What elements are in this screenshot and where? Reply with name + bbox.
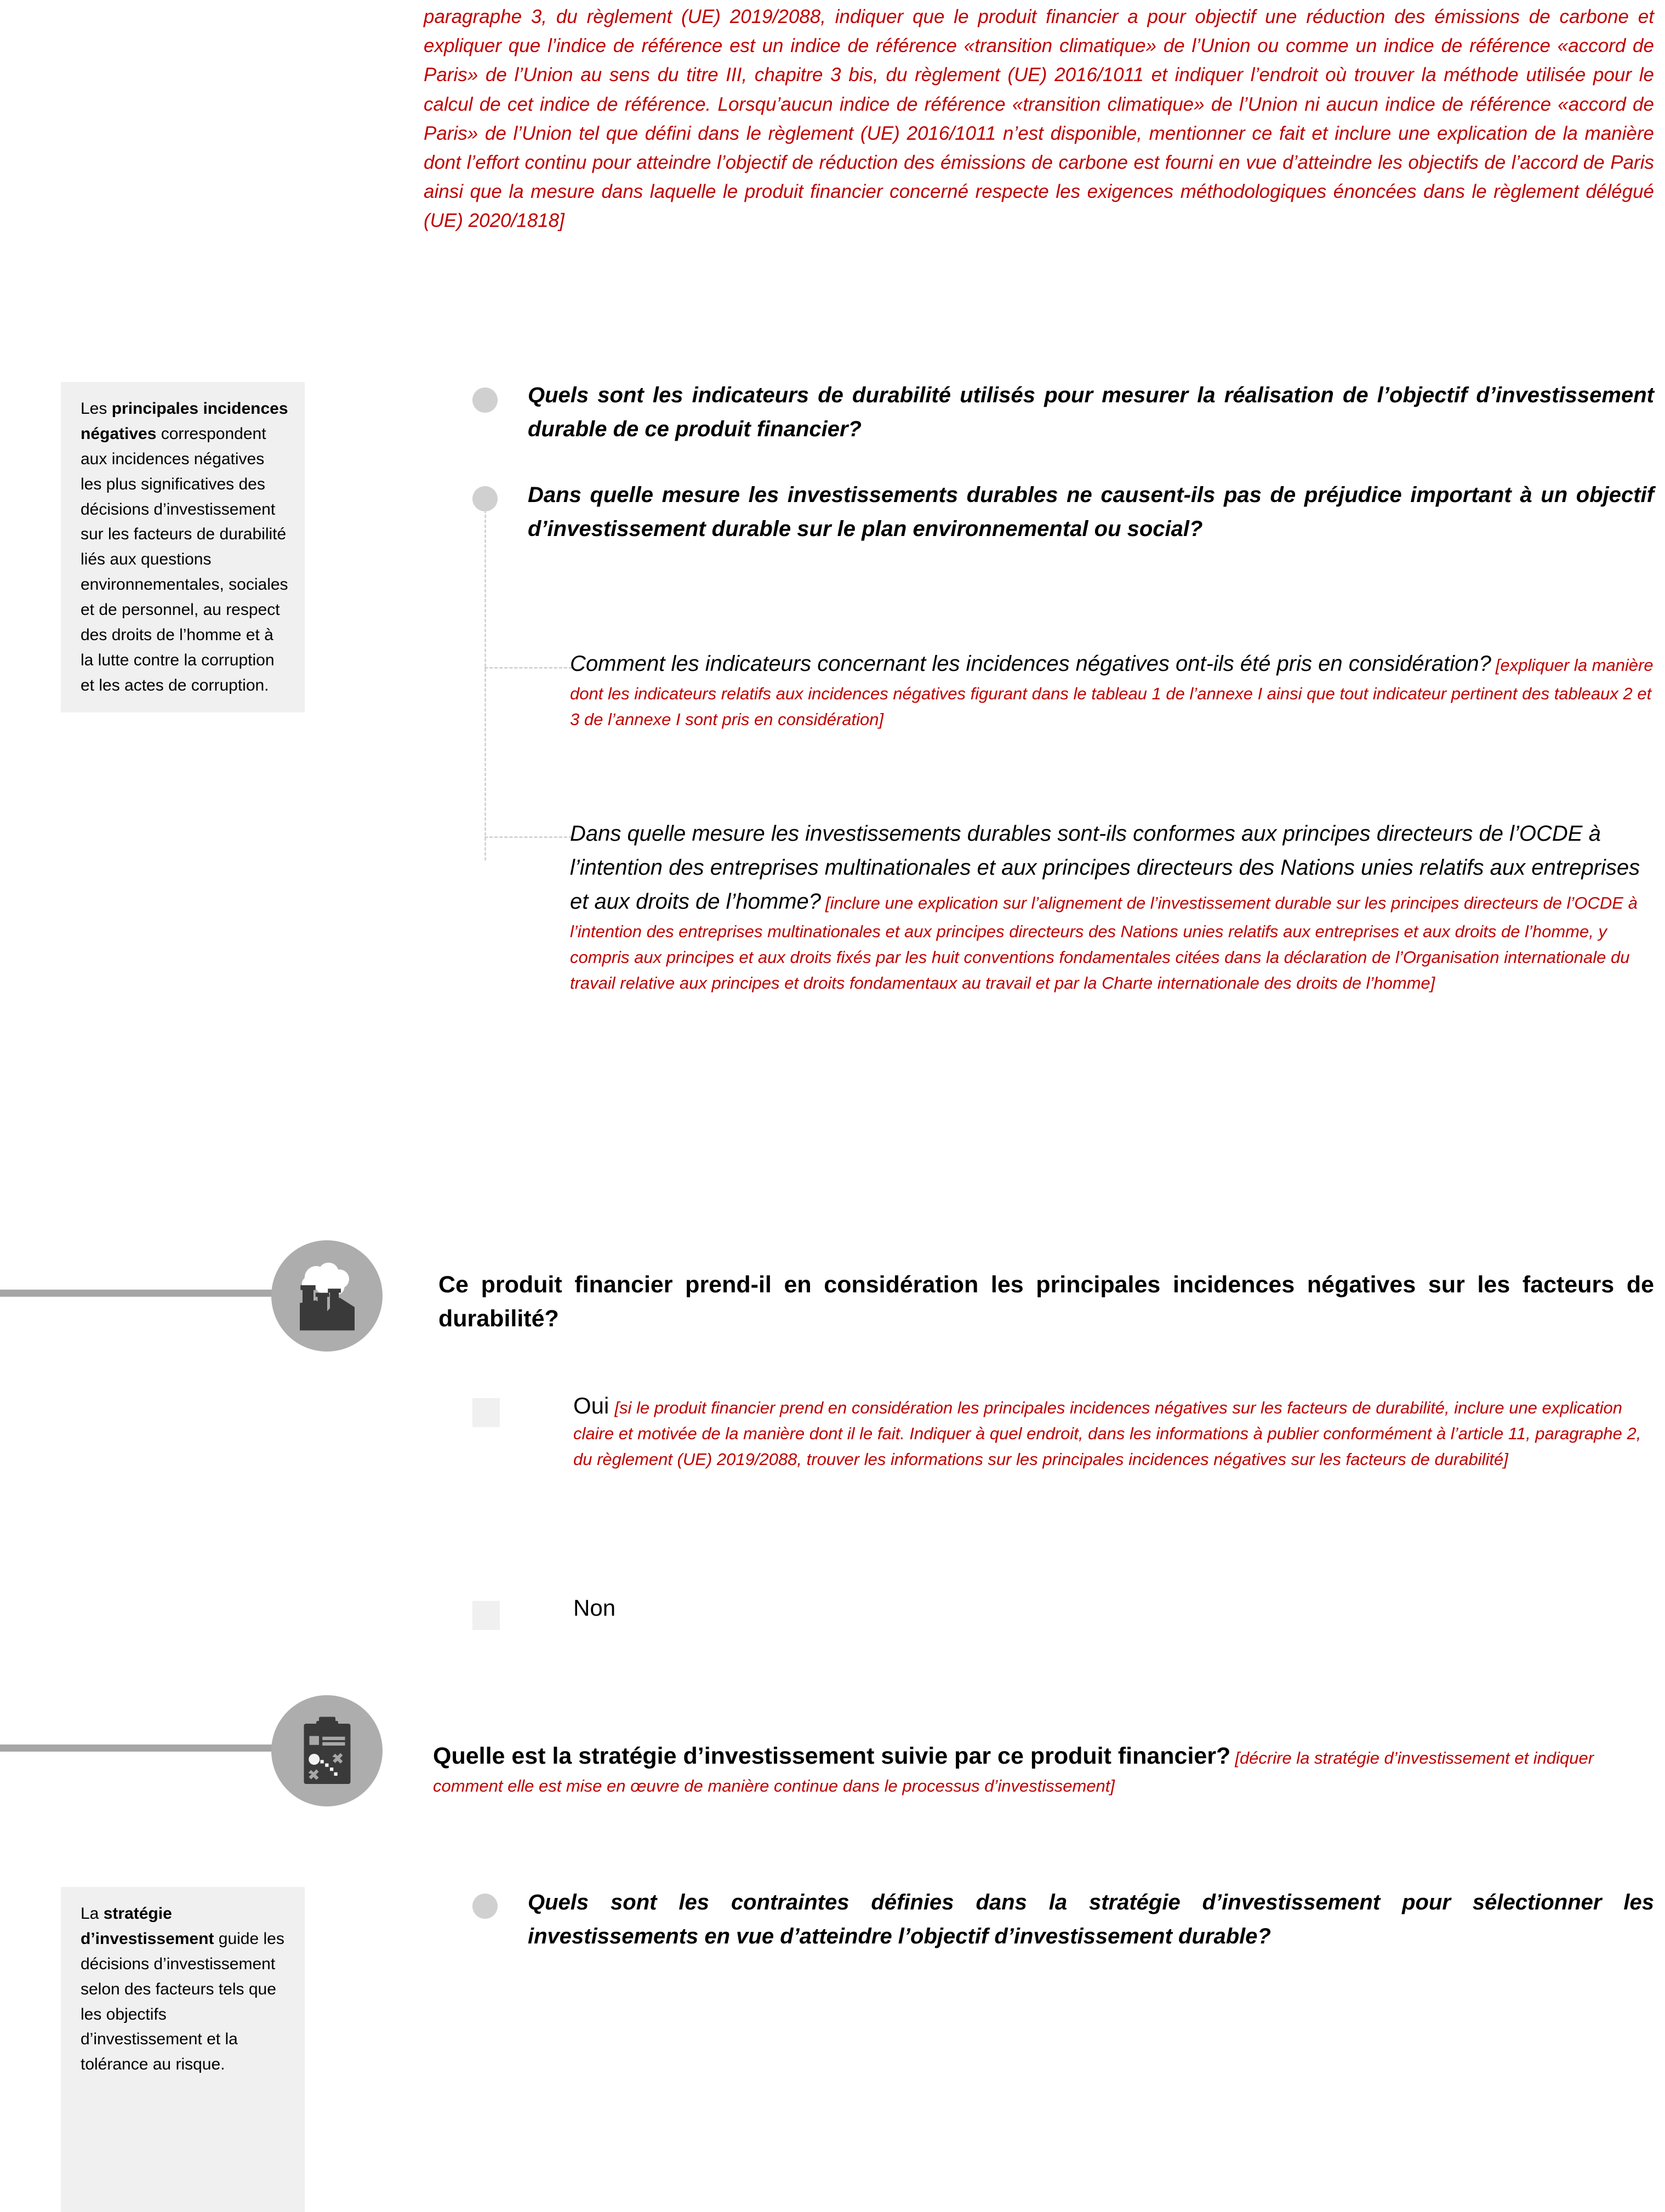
sidebar-note-strategy-rest: guide les décisions d’investissement selon des facteurs tels que les objectifs d’investissement et la tolérance au risque. [81, 1929, 284, 2074]
sidebar-note-strategy-bold: stratégie d’investissement [81, 1905, 214, 1948]
section-title-strategy-hint: [décrire la stratégie d’investissement et indiquer comment elle est mise en œuvre de manière continue dans le processus d’investissement] [433, 1748, 1594, 1796]
bullet-dot-no-significant-harm [472, 486, 498, 511]
subquestion-pai-indicators-text: Comment les indicateurs concernant les incidences négatives ont-ils été pris en considération? [570, 652, 1491, 676]
option-pai-oui-block [573, 1393, 1654, 1472]
question-no-significant-harm: Dans quelle mesure les investissements durables ne causent-ils pas de préjudice important à un objectif d’investissement durable sur le plan environnemental ou social? [528, 483, 1654, 541]
sidebar-note-strategy-lead: La [81, 1905, 104, 1923]
sidebar-note-pai-lead: Les [81, 400, 112, 418]
section-rule-strategy [0, 1744, 307, 1752]
sidebar-note-investment-strategy [61, 1887, 305, 2212]
subquestion-oecd-alignment-hint: [inclure une explication sur l’alignement de l’investissement durable sur les principes directeurs de l’OCDE à l’intention des entreprises multinationales et aux principes directeurs des Nations unies relatifs aux entreprises et aux droits de l’homme, y compris aux principes et aux droits fixés par les huit conventions fondamentales citées dans la déclaration de l’Organisation internationale du travail relative aux principes et droits fondamentaux au travail et par la Charte internationale des droits de l’homme] [570, 893, 1638, 993]
question-strategy-constraints: Quels sont les contraintes définies dans la stratégie d’investissement pour sélectionner les investissements en vue d’atteindre l’objectif d’investissement durable? [528, 1890, 1654, 1948]
subquestion-oecd-alignment-text: Dans quelle mesure les investissements durables sont-ils conformes aux principes directeurs de l’OCDE à l’intention des entreprises multinationales et aux principes directeurs des Nations unies relatifs aux entreprises et aux droits de l’homme? [570, 822, 1640, 914]
intro-paragraph: paragraphe 3, du règlement (UE) 2019/2088, indiquer que le produit financier a pour objectif une réduction des émissions de carbone et expliquer que l’indice de référence est un indice de référence «transition climatique» de l’Union ou comme un indice de référence «accord de Paris» de l’Union au sens du titre III, chapitre 3 bis, du règlement (UE) 2016/1011 et indiquer l’endroit où trouver la méthode utilisée pour le calcul de cet indice de référence. Lorsqu’aucun indice de référence «transition climatique» de l’Union ni aucun indice de référence «accord de Paris» de l’Union tel que défini dans le règlement (UE) 2016/1011 n’est disponible, mentionner ce fait et inclure une explication de la manière dont l’effort continu pour atteindre l’objectif de réduction des émissions de carbone est fourni en vue d’atteindre les objectifs de l’accord de Paris ainsi que la mesure dans laquelle le produit financier concerné respecte les exigences méthodologiques énoncées dans le règlement délégué (UE) 2020/1818] [424, 6, 1654, 232]
subquestion-oecd-alignment-block [570, 817, 1655, 996]
sidebar-note-principal-adverse-impacts [61, 382, 305, 712]
bullet-dot-strategy-constraints [472, 1894, 498, 1919]
bullet-dot-indicators [472, 387, 498, 413]
question-sustainability-indicators: Quels sont les indicateurs de durabilité utilisés pour mesurer la réalisation de l’objectif d’investissement durable de ce produit financier? [528, 383, 1654, 441]
checkbox-pai-oui[interactable] [472, 1398, 500, 1427]
sidebar-note-pai-bold: principales incidences négatives [81, 400, 288, 443]
section-title-strategy-block [433, 1739, 1654, 1799]
option-pai-oui-hint: [si le produit financier prend en considération les principales incidences négatives sur les facteurs de durabilité, inclure une explication claire et motivée de la manière dont il le fait. Indiquer à quel endroit, dans les informations à publier conformément à l’article 11, paragraphe 2, du règlement (UE) 2019/2088, trouver les informations sur les principales incidences négatives sur les facteurs de durabilité] [573, 1398, 1641, 1469]
subquestion-pai-indicators-hint: [expliquer la manière dont les indicateurs relatifs aux incidences négatives figurant dans le tableau 1 de l’annexe I ainsi que tout indicateur pertinent des tableaux 2 et 3 de l’annexe I sont pris en considération] [570, 655, 1653, 729]
factory-smoke-icon [271, 1240, 383, 1352]
connector-branch-pai-indicators [484, 667, 572, 669]
clipboard-strategy-icon [271, 1695, 383, 1806]
subquestion-pai-indicators-block [570, 647, 1655, 732]
section-rule-pai [0, 1290, 307, 1297]
connector-vertical-line [484, 510, 486, 860]
checkbox-pai-non[interactable] [472, 1601, 500, 1630]
connector-branch-oecd [484, 836, 572, 838]
option-pai-oui-label: Oui [573, 1393, 609, 1418]
section-title-pai-consideration: Ce produit financier prend-il en considération les principales incidences négatives sur les facteurs de durabilité? [438, 1272, 1654, 1332]
option-pai-non-label: Non [573, 1595, 616, 1621]
section-title-strategy: Quelle est la stratégie d’investissement suivie par ce produit financier? [433, 1743, 1231, 1769]
sidebar-note-pai-rest: correspondent aux incidences négatives les plus significatives des décisions d’investissement sur les facteurs de durabilité liés aux questions environnementales, sociales et de personnel, au respect des droits de l’homme et à la lutte contre la corruption et les actes de corruption. [81, 424, 288, 694]
